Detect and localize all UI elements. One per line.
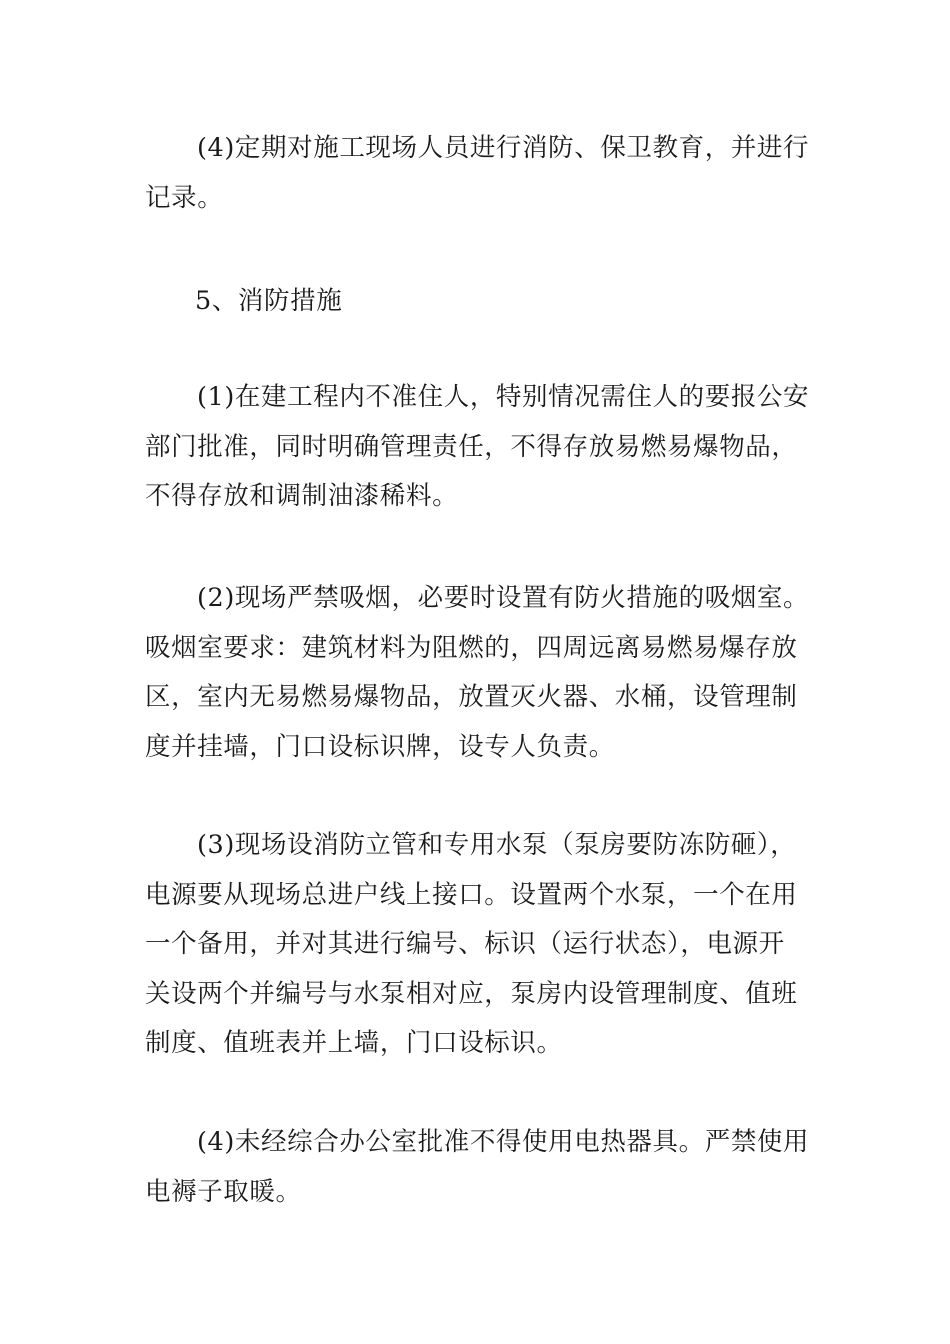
paragraph-no-smoking xyxy=(145,574,810,772)
text-line: 记录。 xyxy=(145,182,224,213)
text-line: 度并挂墙，门口设标识牌，设专人负责。 xyxy=(145,731,615,762)
text-line: 制度、值班表并上墙，门口设标识。 xyxy=(145,1028,563,1058)
text-line: (3)现场设消防立管和专用水泵（泵房要防冻防砸）， xyxy=(197,830,797,860)
text-line: 部门批准，同时明确管理责任，不得存放易燃易爆物品， xyxy=(145,431,798,462)
paragraph-heaters xyxy=(145,1118,810,1217)
paragraph-education xyxy=(145,124,810,223)
text-line: (2)现场严禁吸烟，必要时设置有防火措施的吸烟室。 xyxy=(197,583,810,613)
text-line: 不得存放和调制油漆稀料。 xyxy=(145,481,459,511)
section-title: 5、消防措施 xyxy=(195,286,343,316)
section-heading xyxy=(145,277,807,327)
paragraph-no-residence xyxy=(145,373,810,522)
text-line: 一个备用，并对其进行编号、标识（运行状态），电源开 xyxy=(145,929,785,959)
text-line: (4)未经综合办公室批准不得使用电热器具。严禁使用 xyxy=(197,1127,810,1157)
text-line: (4)定期对施工现场人员进行消防、保卫教育，并进行 xyxy=(197,133,810,163)
text-line: 区，室内无易燃易爆物品，放置灭火器、水桶，设管理制 xyxy=(145,682,798,712)
text-line: 电褥子取暖。 xyxy=(145,1176,302,1207)
text-line: 关设两个并编号与水泵相对应，泵房内设管理制度、值班 xyxy=(145,978,798,1009)
text-line: 电源要从现场总进户线上接口。设置两个水泵，一个在用 xyxy=(145,879,798,910)
text-line: 吸烟室要求：建筑材料为阻燃的，四周远离易燃易爆存放 xyxy=(145,632,798,663)
paragraph-water-pump xyxy=(145,821,807,1069)
text-line: (1)在建工程内不准住人，特别情况需住人的要报公安 xyxy=(197,382,810,412)
